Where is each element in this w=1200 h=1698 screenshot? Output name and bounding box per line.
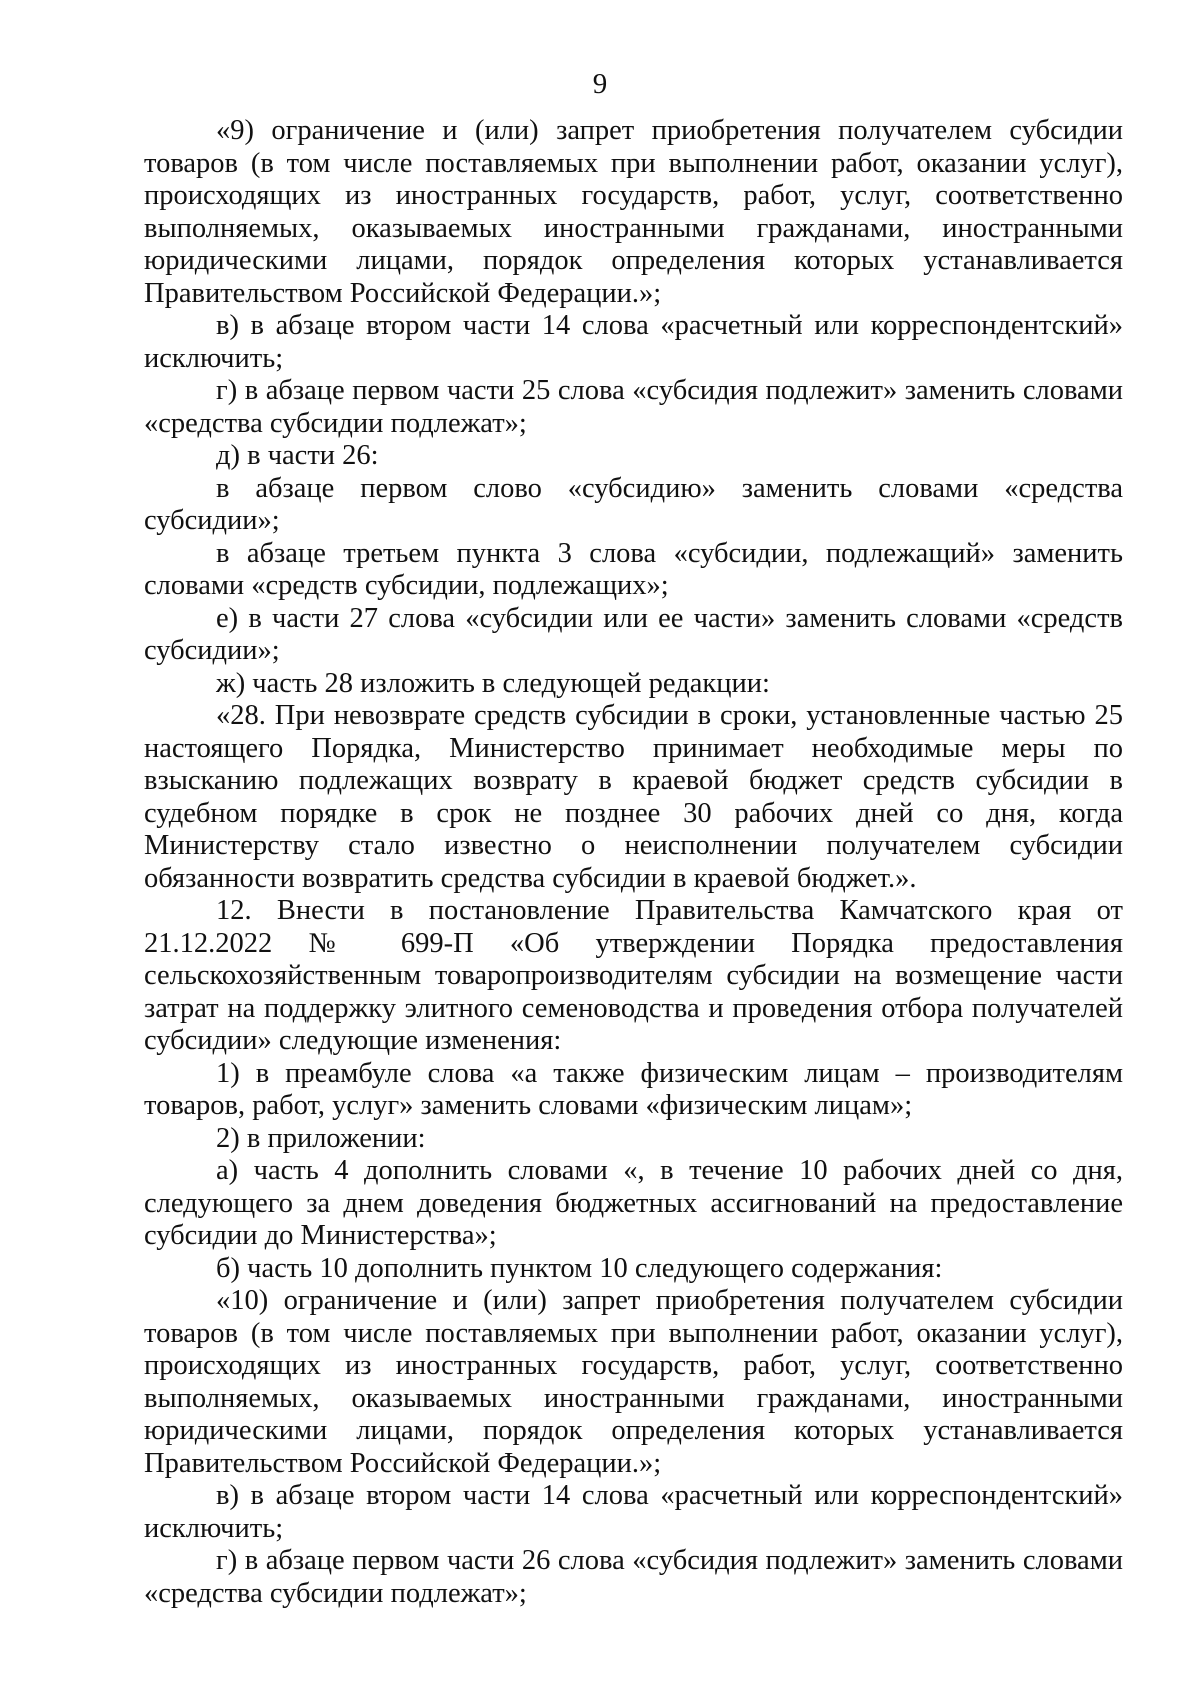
- paragraph-item-2-appendix: 2) в приложении:: [216, 1122, 426, 1154]
- paragraph-clause-10-restriction: «10) ограничение и (или) запрет приобретения получателем субсидии товаров (в том числе поставляемых при выполнении работ, оказании услуг), происходящих из иностранных государств, работ, услуг, соответственно выполняемых, оказываемых иностранными гражданами, иностранными юридическими лицами, порядок определения которых устанавливается Правительством Российской Федерации.»;: [144, 1285, 1123, 1479]
- paragraph-item-v-part-14: в) в абзаце втором части 14 слова «расчетный или корреспондентский» исключить;: [144, 310, 1123, 374]
- paragraph-clause-9-restriction: «9) ограничение и (или) запрет приобретения получателем субсидии товаров (в том числе поставляемых при выполнении работ, оказании услуг), происходящих из иностранных государств, работ, услуг, соответственно выполняемых, оказываемых иностранными гражданами, иностранными юридическими лицами, порядок определения которых устанавливается Правительством Российской Федерации.»;: [144, 115, 1123, 309]
- paragraph-item-g-part-25: г) в абзаце первом части 25 слова «субсидия подлежит» заменить словами «средства субсидии подлежат»;: [144, 375, 1123, 439]
- paragraph-item-1-preamble: 1) в преамбуле слова «а также физическим лицам – производителям товаров, работ, услуг» заменить словами «физическим лицам»;: [144, 1057, 1123, 1121]
- paragraph-part-26-first-abzac: в абзаце первом слово «субсидию» заменить словами «средства субсидии»;: [144, 472, 1123, 536]
- page-number: 9: [592, 68, 608, 100]
- paragraph-item-d-part-26: д) в части 26:: [216, 440, 379, 471]
- paragraph-item-g-part-26: г) в абзаце первом части 26 слова «субсидия подлежит» заменить словами «средства субсидии подлежат»;: [144, 1545, 1123, 1609]
- paragraph-item-b-part-10: б) часть 10 дополнить пунктом 10 следующего содержания:: [216, 1252, 943, 1284]
- paragraph-item-zh-part-28: ж) часть 28 изложить в следующей редакции:: [216, 667, 770, 699]
- paragraph-section-12: 12. Внести в постановление Правительства Камчатского края от 21.12.2022 № 699-П «Об утверждении Порядка предоставления сельскохозяйственным товаропроизводителям субсидии на возмещение части затрат на поддержку элитного семеноводства и проведения отбора получателей субсидии» следующие изменения:: [144, 895, 1123, 1056]
- paragraph-part-26-third-abzac: в абзаце третьем пункта 3 слова «субсидии, подлежащий» заменить словами «средств субсидии, подлежащих»;: [144, 537, 1123, 601]
- paragraph-item-v-part-14-second: в) в абзаце втором части 14 слова «расчетный или корреспондентский» исключить;: [144, 1480, 1123, 1544]
- paragraph-item-e-part-27: е) в части 27 слова «субсидии или ее части» заменить словами «средств субсидии»;: [144, 602, 1123, 666]
- paragraph-item-a-part-4: а) часть 4 дополнить словами «, в течение 10 рабочих дней со дня, следующего за днем доведения бюджетных ассигнований на предоставление субсидии до Министерства»;: [144, 1155, 1123, 1251]
- document-body: [144, 115, 1123, 1610]
- paragraph-part-28-new-text: «28. При невозврате средств субсидии в сроки, установленные частью 25 настоящего Порядка, Министерство принимает необходимые меры по взысканию подлежащих возврату в краевой бюджет средств субсидии в судебном порядке в срок не позднее 30 рабочих дней со дня, когда Министерству стало известно о неисполнении получателем субсидии обязанности возвратить средства субсидии в краевой бюджет.».: [144, 700, 1123, 894]
